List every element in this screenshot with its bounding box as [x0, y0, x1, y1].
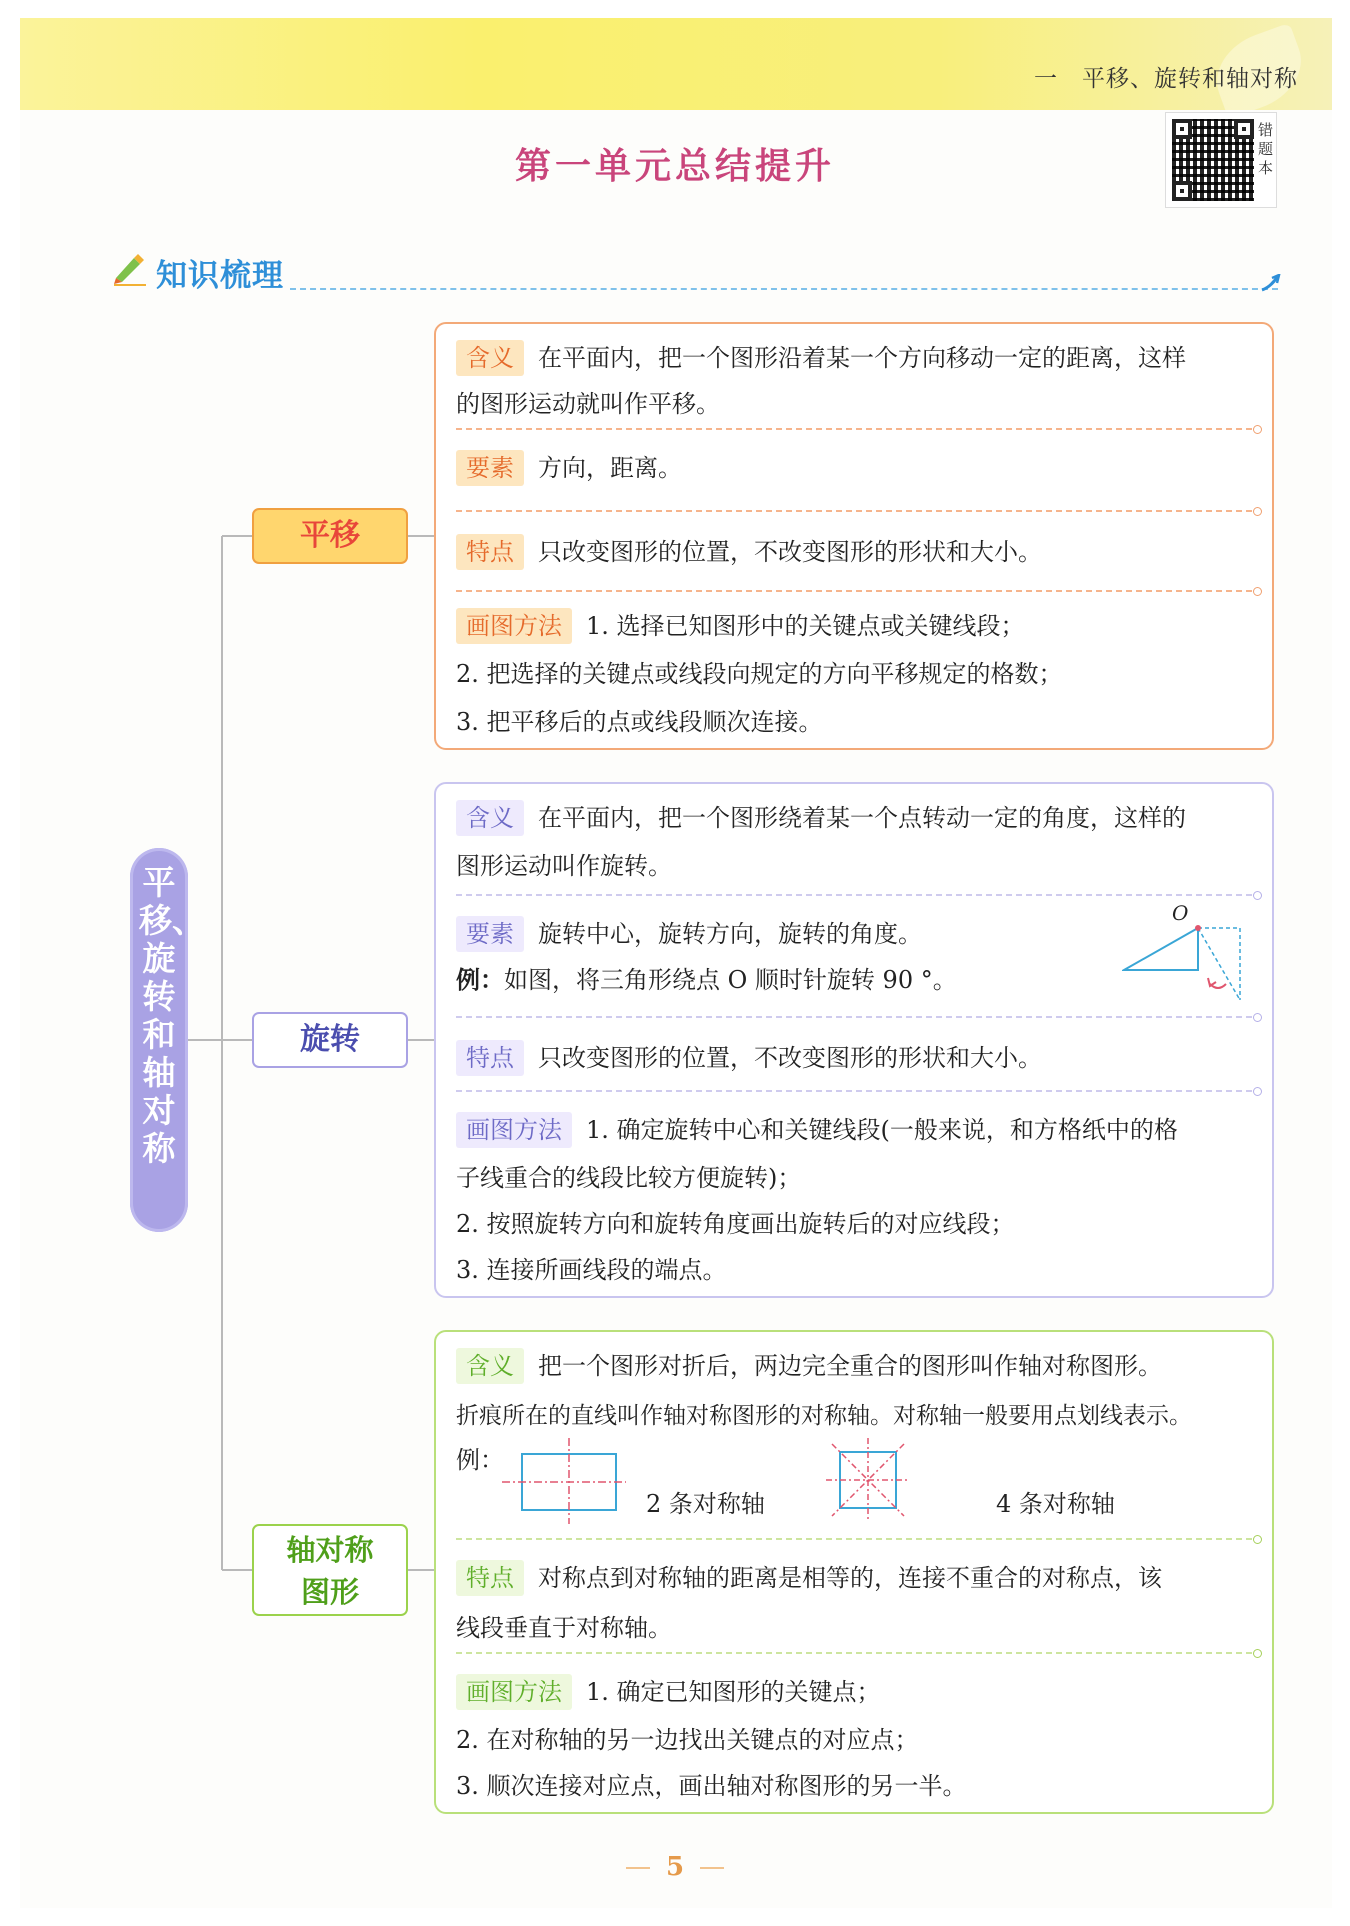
meaning-text: 把一个图形对折后，两边完全重合的图形叫作轴对称图形。	[538, 1352, 1162, 1380]
point-o-label: O	[1172, 901, 1189, 925]
meaning-text-cont: 的图形运动就叫作平移。	[456, 390, 720, 418]
rotation-feature	[456, 1034, 1256, 1082]
translation-meaning	[456, 334, 1256, 382]
divider	[456, 1090, 1252, 1092]
chapter-title: 一 平移、旋转和轴对称	[1034, 66, 1298, 92]
example-label: 例：	[456, 1446, 504, 1474]
section-title: 知识梳理	[156, 258, 284, 294]
feature-tag: 特点	[456, 534, 524, 570]
translation-method	[456, 602, 1256, 650]
method-step-1: 1. 确定旋转中心和关键线段(一般来说，和方格纸中的格	[586, 1116, 1178, 1144]
meaning-text: 在平面内，把一个图形沿着某一个方向移动一定的距离，这样	[538, 344, 1186, 372]
rectangle-axes-count: 2 条对称轴	[646, 1490, 765, 1518]
feature-tag: 特点	[456, 1560, 524, 1596]
method-step-2: 2. 把选择的关键点或线段向规定的方向平移规定的格数；	[456, 660, 1063, 688]
example-text: 如图，将三角形绕点 O 顺时针旋转 90 °。	[504, 966, 957, 994]
rotation-method	[456, 1106, 1256, 1154]
method-step-3: 3. 顺次连接对应点，画出轴对称图形的另一半。	[456, 1772, 967, 1800]
divider	[456, 894, 1252, 896]
page-number	[0, 1852, 1350, 1882]
translation-card	[434, 322, 1274, 750]
divider	[456, 1652, 1252, 1654]
meaning-text-cont: 图形运动叫作旋转。	[456, 852, 672, 880]
meaning-text-cont: 折痕所在的直线叫作轴对称图形的对称轴。对称轴一般要用点划线表示。	[456, 1403, 1192, 1429]
page-title: 第一单元总结提升	[514, 146, 835, 187]
method-tag: 画图方法	[456, 608, 572, 644]
rotation-card	[434, 782, 1274, 1298]
elements-text: 旋转中心，旋转方向，旋转的角度。	[538, 920, 922, 948]
feature-text-cont: 线段垂直于对称轴。	[456, 1614, 672, 1642]
meaning-text: 在平面内，把一个图形绕着某一个点转动一定的角度，这样的	[538, 804, 1186, 832]
divider	[456, 1538, 1252, 1540]
divider	[456, 590, 1252, 592]
divider	[456, 510, 1252, 512]
axial-symmetry-node[interactable]	[252, 1524, 408, 1616]
qr-label: 错题本	[1258, 121, 1274, 177]
method-step-2: 2. 按照旋转方向和旋转角度画出旋转后的对应线段；	[456, 1210, 1015, 1238]
meaning-tag: 含义	[456, 800, 524, 836]
method-tag: 画图方法	[456, 1674, 572, 1710]
axial-meaning	[456, 1342, 1256, 1390]
method-step-2: 2. 在对称轴的另一边找出关键点的对应点；	[456, 1726, 919, 1754]
axial-feature	[456, 1554, 1256, 1602]
axial-method	[456, 1668, 1256, 1716]
elements-tag: 要素	[456, 450, 524, 486]
translation-node[interactable]: 平移	[252, 508, 408, 564]
root-topic-label: 平移、旋转和轴对称	[139, 863, 205, 1168]
page-number-value: 5	[665, 1852, 685, 1882]
axial-symmetry-card	[434, 1330, 1274, 1814]
feature-text: 对称点到对称轴的距离是相等的，连接不重合的对称点，该	[538, 1564, 1162, 1592]
method-step-3: 3. 连接所画线段的端点。	[456, 1256, 727, 1284]
method-tag: 画图方法	[456, 1112, 572, 1148]
axial-node-line2: 图形	[300, 1575, 359, 1609]
rotation-diagram	[1122, 900, 1252, 1000]
translation-feature	[456, 528, 1256, 576]
divider	[456, 1016, 1252, 1018]
root-topic	[130, 848, 205, 1232]
rotation-node[interactable]: 旋转	[252, 1012, 408, 1068]
rotation-example	[456, 956, 1096, 1004]
elements-text: 方向，距离。	[538, 454, 682, 482]
method-step-1-cont: 子线重合的线段比较方便旋转)；	[456, 1164, 802, 1192]
square-axes-count: 4 条对称轴	[996, 1490, 1115, 1518]
rotation-meaning	[456, 794, 1256, 842]
rectangle-symmetry-diagram	[500, 1436, 630, 1526]
feature-text: 只改变图形的位置，不改变图形的形状和大小。	[538, 1044, 1042, 1072]
elements-tag: 要素	[456, 916, 524, 952]
feature-tag: 特点	[456, 1040, 524, 1076]
feature-text: 只改变图形的位置，不改变图形的形状和大小。	[538, 538, 1042, 566]
square-symmetry-diagram	[816, 1436, 916, 1526]
meaning-tag: 含义	[456, 1348, 524, 1384]
method-step-1: 1. 选择已知图形中的关键点或关键线段；	[586, 612, 1025, 640]
example-label: 例：	[456, 966, 504, 994]
divider	[456, 428, 1252, 430]
method-step-3: 3. 把平移后的点或线段顺次连接。	[456, 708, 823, 736]
method-step-1: 1. 确定已知图形的关键点；	[586, 1678, 881, 1706]
meaning-tag: 含义	[456, 340, 524, 376]
rotation-elements	[456, 910, 1096, 958]
translation-elements	[456, 444, 1256, 492]
axial-node-line1: 轴对称	[286, 1533, 374, 1567]
